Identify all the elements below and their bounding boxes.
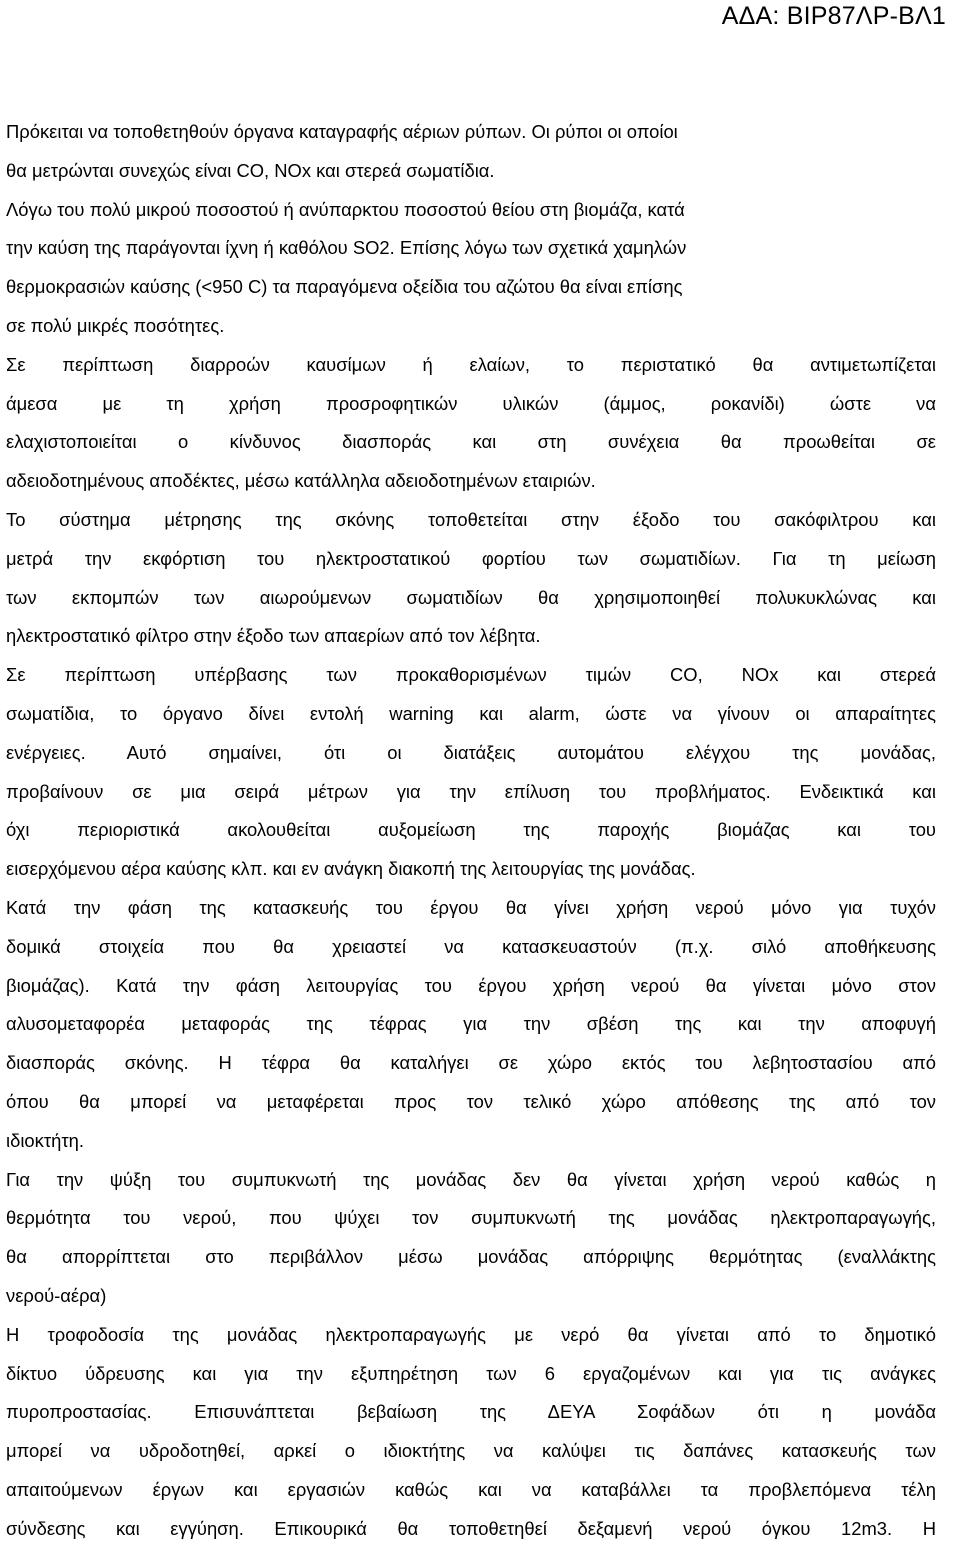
text-line: μπορεί να υδροδοτηθεί, αρκεί ο ιδιοκτήτης να καλύψει τις δαπάνες κατασκευής των (6, 1440, 936, 1462)
text-line: όχι περιοριστικά ακολουθείται αυξομείωση της παροχής βιομάζας και του (6, 819, 936, 841)
text-line: νερού-αέρα) (6, 1284, 107, 1306)
text-line: δομικά στοιχεία που θα χρειαστεί να κατασκευαστούν (π.χ. σιλό αποθήκευσης (6, 935, 936, 957)
text-line: Σε περίπτωση υπέρβασης των προκαθορισμένων τιμών CO, NOx και στερεά (6, 664, 936, 686)
text-line: πυροπροστασίας. Επισυνάπτεται βεβαίωση της ΔΕΥΑ Σοφάδων ότι η μονάδα (6, 1401, 936, 1423)
text-line: ενέργειες. Αυτό σημαίνει, ότι οι διατάξεις αυτομάτου ελέγχου της μονάδας, (6, 741, 936, 763)
text-line: Το σύστημα μέτρησης της σκόνης τοποθετείται στην έξοδο του σακόφιλτρου και (6, 508, 936, 530)
text-line: Για την ψύξη του συμπυκνωτή της μονάδας δεν θα γίνεται χρήση νερού καθώς η (6, 1168, 936, 1190)
text-line: θα απορρίπτεται στο περιβάλλον μέσω μονάδας απόρριψης θερμότητας (εναλλάκτης (6, 1246, 936, 1268)
text-line: θερμοκρασιών καύσης (<950 C) τα παραγόμενα οξείδια του αζώτου θα είναι επίσης (6, 276, 683, 298)
text-line: όπου θα μπορεί να μεταφέρεται προς τον τελικό χώρο απόθεσης της από τον (6, 1090, 936, 1112)
text-line: την καύση της παράγονται ίχνη ή καθόλου SO2. Επίσης λόγω των σχετικά χαμηλών (6, 237, 687, 259)
text-line: σύνδεσης και εγγύηση. Επικουρικά θα τοποθετηθεί δεξαμενή νερού όγκου 12m3. Η (6, 1517, 936, 1539)
text-line: Η τροφοδοσία της μονάδας ηλεκτροπαραγωγής με νερό θα γίνεται από το δημοτικό (6, 1323, 936, 1345)
text-line: αλυσομεταφορέα μεταφοράς της τέφρας για την σβέση της και την αποφυγή (6, 1013, 936, 1035)
text-line: αδειοδοτημένους αποδέκτες, μέσω κατάλληλα αδειοδοτημένων εταιριών. (6, 470, 596, 492)
text-line: ελαχιστοποιείται ο κίνδυνος διασποράς και στη συνέχεια θα προωθείται σε (6, 431, 936, 453)
text-line: σε πολύ μικρές ποσότητες. (6, 314, 225, 336)
text-line: Λόγω του πολύ μικρού ποσοστού ή ανύπαρκτου ποσοστού θείου στη βιομάζα, κατά (6, 198, 685, 220)
document-code-header: ΑΔΑ: ΒΙΡ87ΛΡ-ΒΛ1 (721, 2, 946, 30)
text-line: ηλεκτροστατικό φίλτρο στην έξοδο των απαερίων από τον λέβητα. (6, 625, 541, 647)
text-line: Σε περίπτωση διαρροών καυσίμων ή ελαίων, το περιστατικό θα αντιμετωπίζεται (6, 353, 936, 375)
text-line: θα μετρώνται συνεχώς είναι CO, NOx και στερεά σωματίδια. (6, 159, 495, 181)
text-line: Πρόκειται να τοποθετηθούν όργανα καταγραφής αέριων ρύπων. Οι ρύποι οι οποίοι (6, 121, 678, 142)
text-line: προβαίνουν σε μια σειρά μέτρων για την επίλυση του προβλήματος. Ενδεικτικά και (6, 780, 936, 802)
text-line: ιδιοκτήτη. (6, 1129, 84, 1151)
text-line: διασποράς σκόνης. Η τέφρα θα καταλήγει σε χώρο εκτός του λεβητοστασίου από (6, 1052, 936, 1074)
document-body (6, 113, 936, 1548)
text-line: εισερχόμενου αέρα καύσης κλπ. και εν ανάγκη διακοπή της λειτουργίας της μονάδας. (6, 858, 696, 880)
text-line: θερμότητα του νερού, που ψύχει τον συμπυκνωτή της μονάδας ηλεκτροπαραγωγής, (6, 1207, 936, 1229)
text-line: απαιτούμενων έργων και εργασιών καθώς και να καταβάλλει τα προβλεπόμενα τέλη (6, 1478, 936, 1500)
text-line: μετρά την εκφόρτιση του ηλεκτροστατικού φορτίου των σωματιδίων. Για τη μείωση (6, 547, 936, 569)
text-line: των εκπομπών των αιωρούμενων σωματιδίων θα χρησιμοποιηθεί πολυκυκλώνας και (6, 586, 936, 608)
text-line: δίκτυο ύδρευσης και για την εξυπηρέτηση των 6 εργαζομένων και για τις ανάγκες (6, 1362, 936, 1384)
text-line: Κατά την φάση της κατασκευής του έργου θα γίνει χρήση νερού μόνο για τυχόν (6, 896, 936, 918)
text-line: άμεσα με τη χρήση προσροφητικών υλικών (άμμος, ροκανίδι) ώστε να (6, 392, 936, 414)
text-line: σωματίδια, το όργανο δίνει εντολή warning και alarm, ώστε να γίνουν οι απαραίτητες (6, 702, 936, 724)
text-line: βιομάζας). Κατά την φάση λειτουργίας του έργου χρήση νερού θα γίνεται μόνο στον (6, 974, 936, 996)
